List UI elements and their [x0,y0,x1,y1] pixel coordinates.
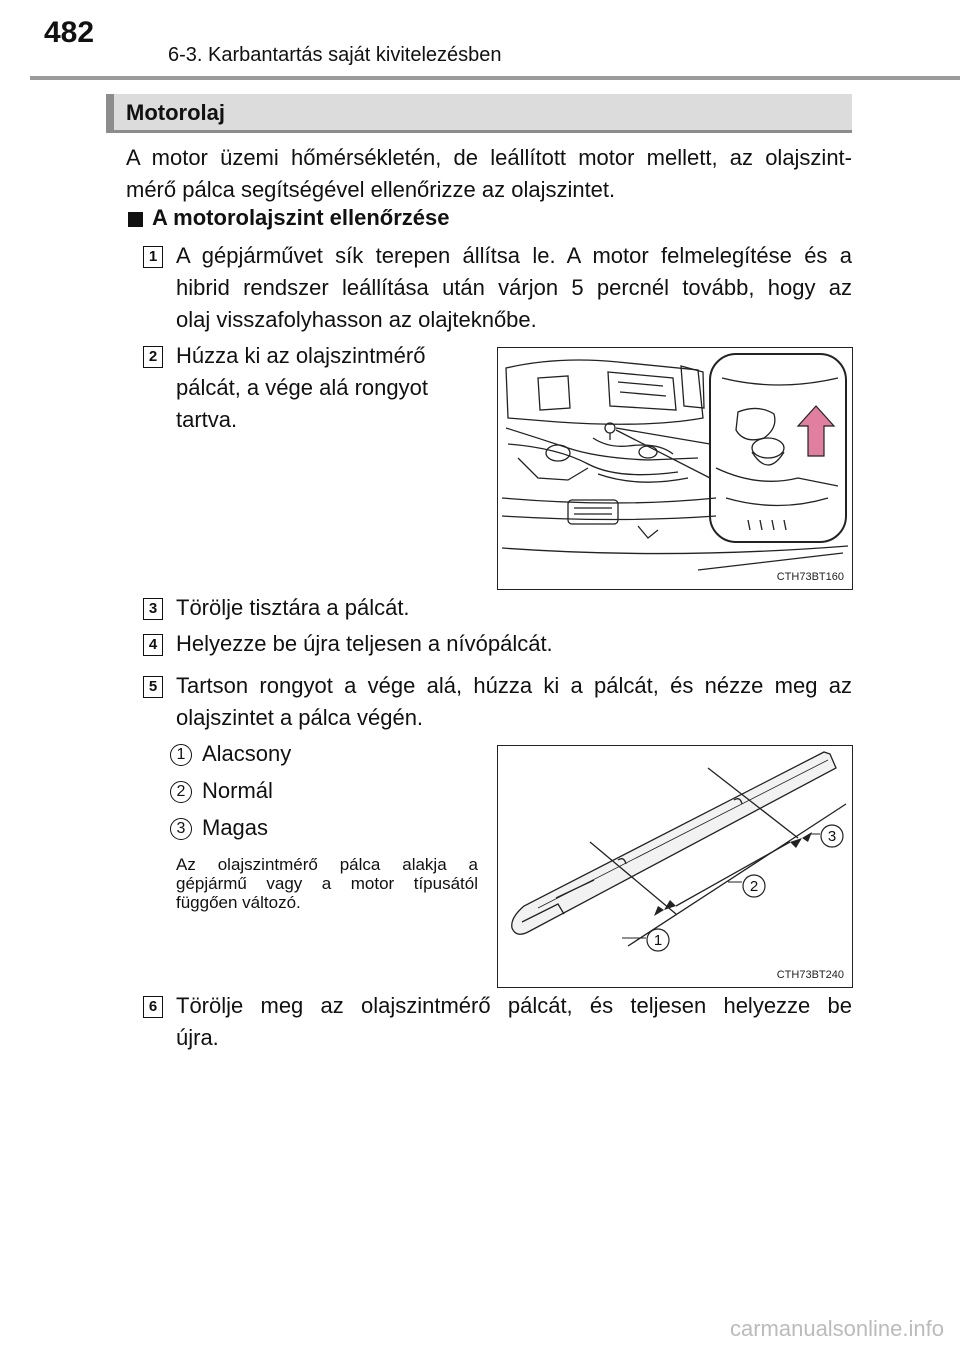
step-1-text [176,240,852,336]
step-5-line-2: olajszintet a pálca végén. [176,705,424,730]
callout-3-text: 3 [827,828,837,845]
step-5-text [176,670,852,734]
step-number-5: 5 [143,676,163,698]
step-4-line-1: Helyezze be újra teljesen a nívópálcát. [176,631,553,656]
note-line-1: Az olajszintmérő pálca alakja a [176,855,478,874]
engine-compartment-figure [497,347,853,590]
step-6-text [176,990,852,1054]
dipstick-figure [497,745,853,988]
header-rule [30,76,960,80]
step-number-4: 4 [143,634,163,656]
step-6-line-2: újra. [176,1025,219,1050]
engine-figure-code: CTH73BT160 [776,571,844,583]
legend-label-low: Alacsony [202,741,292,766]
page-number: 482 [44,16,95,49]
callout-2-text: 2 [749,878,759,895]
step-2-line-3: tartva. [176,407,238,432]
intro-line-1: A motor üzemi hőmérsékletén, de leállított motor mellett, az olajszint- [126,145,852,170]
legend-marker-1: 1 [170,744,192,766]
step-number-6: 6 [143,996,163,1018]
intro-line-2: mérő pálca segítségével ellenőrizze az olajszintet. [126,177,616,202]
step-1-line-1: A gépjárművet sík terepen állítsa le. A motor felmelegítése és a [176,243,852,268]
dipstick-figure-code: CTH73BT240 [776,969,844,981]
step-number-1: 1 [143,246,163,268]
bullet-square [128,212,143,227]
callout-1-text: 1 [653,932,663,949]
step-5-line-1: Tartson rongyot a vége alá, húzza ki a pálcát, és nézze meg az [176,673,852,698]
step-6-line-1: Törölje meg az olajszintmérő pálcát, és teljesen helyezze be [176,993,852,1018]
step-number-3: 3 [143,598,163,620]
note-line-3: függően változó. [176,893,301,912]
step-1-line-2: hibrid rendszer leállítása után várjon 5 percnél tovább, hogy az [176,275,852,300]
section-title: Motorolaj [126,100,225,125]
intro-paragraph [126,142,852,206]
section-bar-edge [106,94,114,133]
site-watermark[interactable]: carmanualsonline.info [729,1316,944,1341]
legend-marker-2: 2 [170,781,192,803]
step-2-text [176,340,476,436]
step-2-line-2: pálcát, a vége alá rongyot [176,375,428,400]
subsection-title: A motorolajszint ellenőrzése [152,205,450,230]
step-number-2: 2 [143,346,163,368]
running-title: 6-3. Karbantartás saját kivitelezésben [168,44,502,66]
dipstick-shape-note [176,855,478,912]
note-line-2: gépjármű vagy a motor típusától [176,874,478,893]
step-1-line-3: olaj visszafolyhasson az olajteknőbe. [176,307,537,332]
engine-illustration [498,348,851,588]
dipstick-illustration [498,746,851,986]
step-3-line-1: Törölje tisztára a pálcát. [176,595,410,620]
step-2-line-1: Húzza ki az olajszintmérő [176,343,426,368]
legend-marker-3: 3 [170,818,192,840]
legend-label-normal: Normál [202,778,273,803]
legend-label-high: Magas [202,815,269,840]
